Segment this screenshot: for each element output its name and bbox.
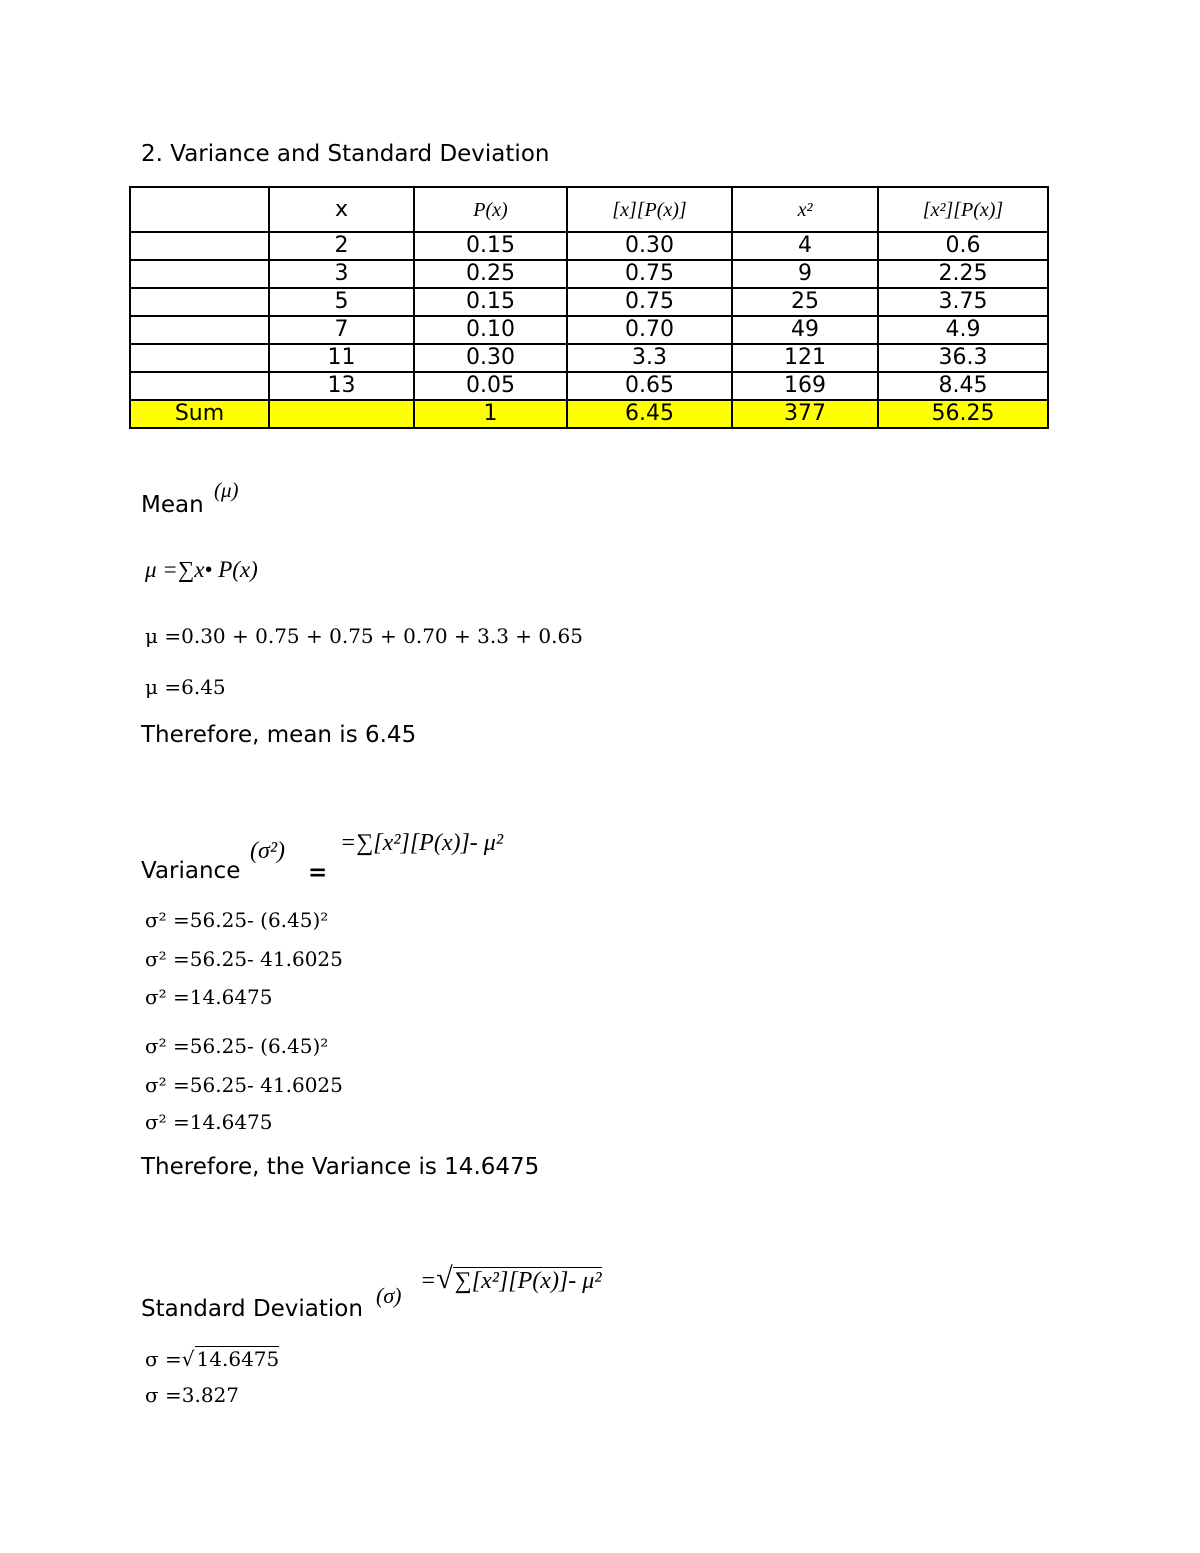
table-cell: 169 [732, 372, 878, 400]
table-cell [130, 372, 269, 400]
header-x-squared: x² [732, 187, 878, 232]
table-row [130, 344, 1048, 372]
table-cell: 0.15 [414, 232, 567, 260]
variance-step: σ² =14.6475 [145, 985, 273, 1009]
header-blank [130, 187, 269, 232]
std-label: Standard Deviation [141, 1296, 363, 1322]
table-cell: 0.05 [414, 372, 567, 400]
sum-cell: 1 [414, 400, 567, 428]
variance-step: σ² =14.6475 [145, 1110, 273, 1134]
table-cell: 2 [269, 232, 414, 260]
mean-formula: μ =∑x• P(x) [145, 557, 258, 582]
table-cell: 4 [732, 232, 878, 260]
table-cell: 0.6 [878, 232, 1048, 260]
table-header-row [130, 187, 1048, 232]
table-cell [130, 232, 269, 260]
mean-step-1: μ =0.30 + 0.75 + 0.75 + 0.70 + 3.3 + 0.65 [145, 624, 583, 648]
variance-equals: = [308, 860, 328, 886]
sum-cell: 377 [732, 400, 878, 428]
std-formula-radicand: ∑[x²][P(x)]- μ² [454, 1268, 602, 1294]
std-formula-prefix: = [420, 1268, 437, 1294]
table-row [130, 260, 1048, 288]
table-cell: 3.3 [567, 344, 732, 372]
header-x: x [269, 187, 414, 232]
table-cell: 36.3 [878, 344, 1048, 372]
table-cell: 121 [732, 344, 878, 372]
std-formula [420, 1262, 602, 1296]
table-cell: 11 [269, 344, 414, 372]
mean-step-2: μ =6.45 [145, 675, 226, 699]
table-cell: 0.15 [414, 288, 567, 316]
table-cell: 5 [269, 288, 414, 316]
sum-cell [269, 400, 414, 428]
mean-conclusion: Therefore, mean is 6.45 [141, 722, 417, 748]
table-cell [130, 288, 269, 316]
table-cell: 3 [269, 260, 414, 288]
table-cell: 3.75 [878, 288, 1048, 316]
table-cell: 9 [732, 260, 878, 288]
sum-cell: 6.45 [567, 400, 732, 428]
table-cell: 4.9 [878, 316, 1048, 344]
variance-step: σ² =56.25- (6.45)² [145, 908, 329, 932]
table-cell: 0.75 [567, 288, 732, 316]
sum-label: Sum [130, 400, 269, 428]
std-symbol: (σ) [376, 1283, 402, 1308]
header-px: P(x) [414, 187, 567, 232]
std-step-1-radicand: 14.6475 [196, 1347, 280, 1371]
table-cell: 0.70 [567, 316, 732, 344]
table-cell: 0.65 [567, 372, 732, 400]
variance-conclusion: Therefore, the Variance is 14.6475 [141, 1154, 540, 1180]
sum-row [130, 400, 1048, 428]
header-x2-px: [x²][P(x)] [878, 187, 1048, 232]
table-cell: 0.30 [414, 344, 567, 372]
table-row [130, 232, 1048, 260]
table-cell: 13 [269, 372, 414, 400]
table-cell [130, 260, 269, 288]
table-cell [130, 316, 269, 344]
variance-step: σ² =56.25- 41.6025 [145, 947, 343, 971]
variance-formula: =∑[x²][P(x)]- μ² [340, 830, 504, 856]
table-cell: 7 [269, 316, 414, 344]
header-x-px: [x][P(x)] [567, 187, 732, 232]
sqrt-icon: √ [181, 1347, 195, 1371]
table-cell [130, 344, 269, 372]
variance-step: σ² =56.25- (6.45)² [145, 1034, 329, 1058]
table-row [130, 372, 1048, 400]
sum-cell: 56.25 [878, 400, 1048, 428]
mean-symbol: (μ) [214, 478, 239, 502]
table-cell: 2.25 [878, 260, 1048, 288]
section-title: 2. Variance and Standard Deviation [141, 141, 550, 167]
table-row [130, 288, 1048, 316]
table-row [130, 316, 1048, 344]
table-cell: 0.75 [567, 260, 732, 288]
table-cell: 8.45 [878, 372, 1048, 400]
table-cell: 0.10 [414, 316, 567, 344]
variance-step: σ² =56.25- 41.6025 [145, 1073, 343, 1097]
variance-symbol: (σ²) [250, 838, 286, 864]
table-cell: 0.30 [567, 232, 732, 260]
table-cell: 0.25 [414, 260, 567, 288]
variance-label: Variance [141, 858, 241, 884]
std-step-1 [145, 1347, 279, 1371]
sqrt-icon: √ [436, 1262, 453, 1295]
std-step-2: σ =3.827 [145, 1383, 240, 1407]
mean-label: Mean [141, 492, 204, 518]
std-step-1-prefix: σ = [145, 1347, 182, 1371]
probability-table [129, 186, 1049, 429]
table-cell: 49 [732, 316, 878, 344]
table-cell: 25 [732, 288, 878, 316]
